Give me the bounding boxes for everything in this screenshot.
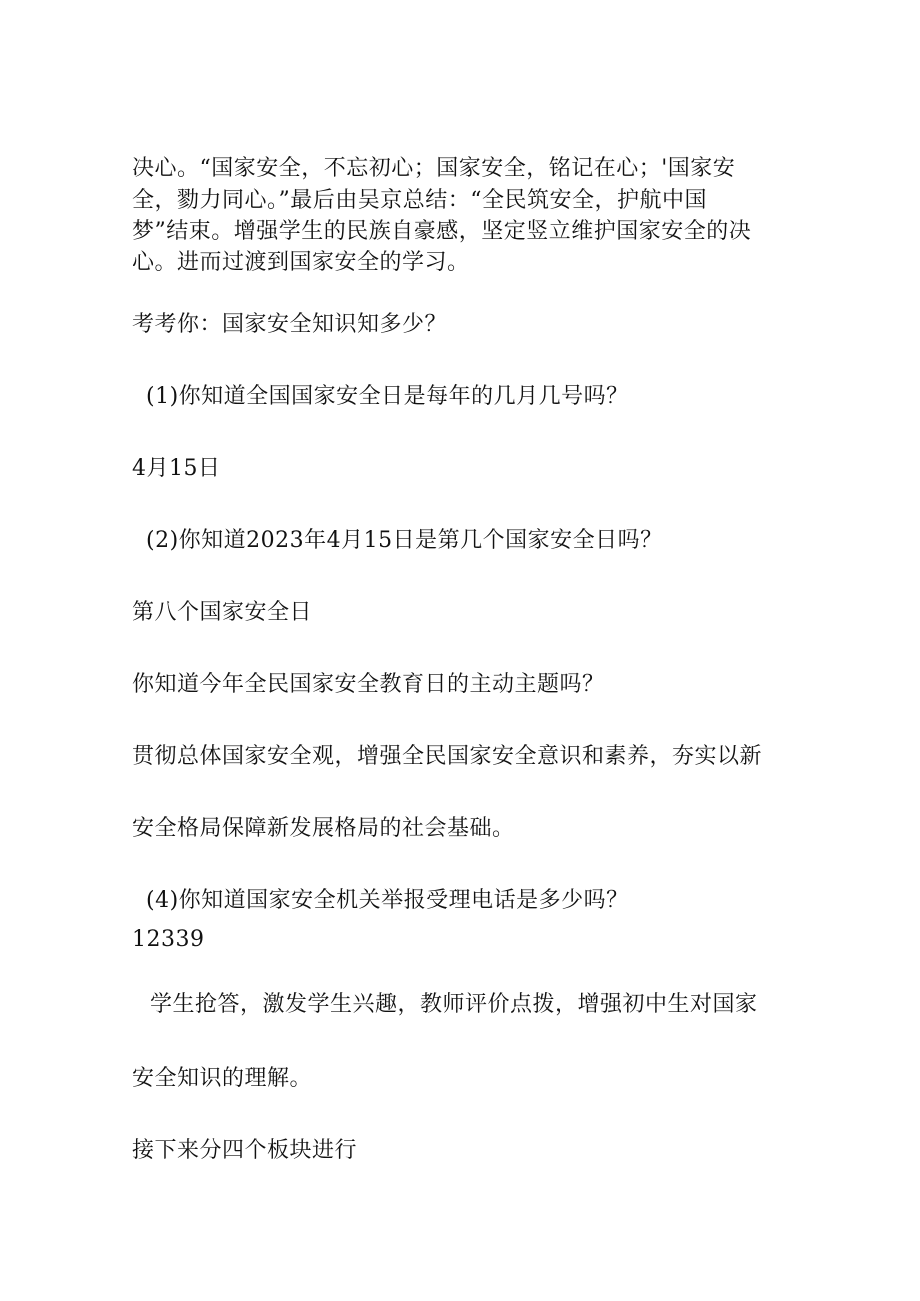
answer-2: 第八个国家安全日 <box>132 600 313 625</box>
question-3: 你知道今年全民国家安全教育日的主动主题吗？ <box>132 672 605 697</box>
question-4: (4)你知道国家安全机关举报受理电话是多少吗？ <box>146 888 629 913</box>
closing-line: 接下来分四个板块进行 <box>132 1138 358 1163</box>
question-2: (2)你知道2023年4月15日是第几个国家安全日吗？ <box>146 528 663 553</box>
intro-line-1: 决心。“国家安全，不忘初心；国家安全，铭记在心；'国家安 <box>132 156 736 181</box>
intro-line-4: 心。进而过渡到国家安全的学习。 <box>132 250 470 275</box>
answer-4: 12339 <box>132 927 205 952</box>
question-1: (1)你知道全国国家安全日是每年的几月几号吗？ <box>146 384 629 409</box>
intro-line-3: 梦”结束。增强学生的民族自豪感，坚定竖立维护国家安全的决 <box>132 219 752 244</box>
intro-line-2: 全，勠力同心。”最后由吴京总结：“全民筑安全，护航中国 <box>132 188 707 213</box>
summary-line-2: 安全知识的理解。 <box>132 1066 313 1091</box>
answer-1: 4月15日 <box>132 456 221 481</box>
answer-3-line-2: 安全格局保障新发展格局的社会基础。 <box>132 816 515 841</box>
answer-3-line-1: 贯彻总体国家安全观，增强全民国家安全意识和素养，夯实以新 <box>132 744 763 769</box>
summary-line-1: 学生抢答，激发学生兴趣，教师评价点拨，增强初中生对国家 <box>150 992 758 1017</box>
quiz-title: 考考你：国家安全知识知多少？ <box>132 312 448 337</box>
